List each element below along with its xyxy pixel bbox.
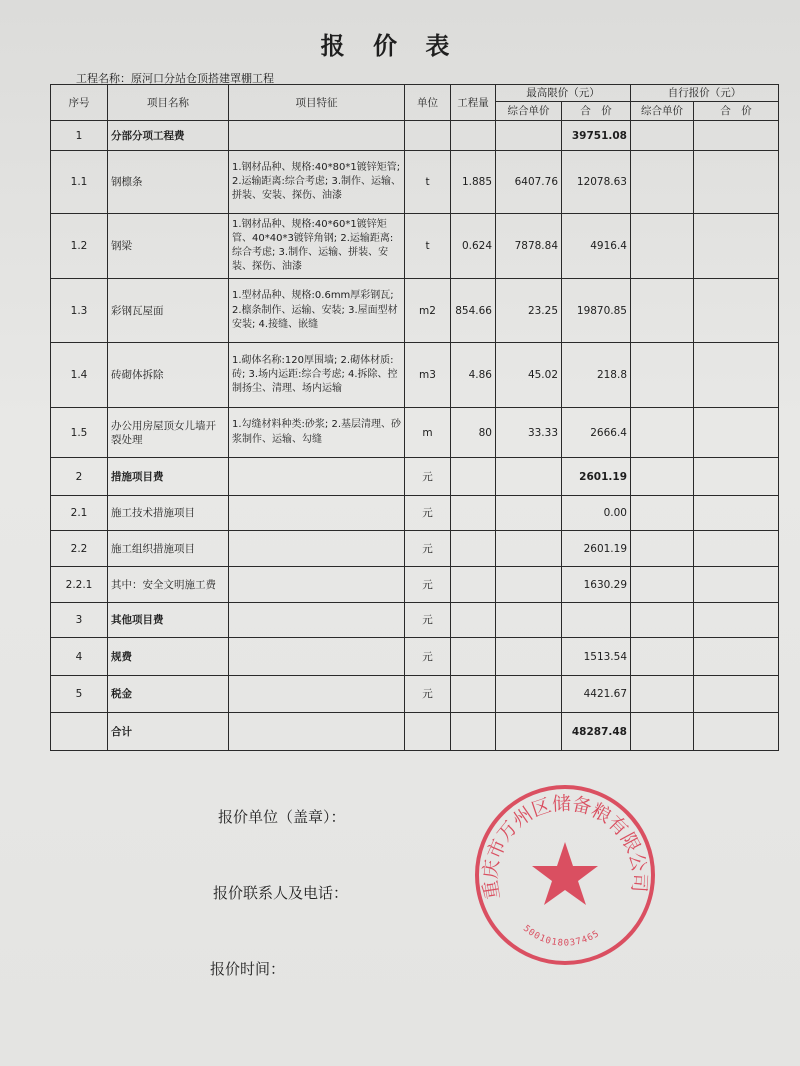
seal-code: 5001018037465	[520, 923, 602, 949]
cell-total: 2666.4	[562, 408, 631, 458]
cell-unit-price	[496, 638, 562, 676]
cell-unit	[405, 121, 451, 151]
cell-feature	[229, 603, 405, 638]
cell-seq: 2.1	[51, 496, 108, 531]
quote-unit-label: 报价单位（盖章）：	[218, 808, 346, 826]
cell-seq: 1.3	[51, 279, 108, 343]
table-row	[51, 496, 779, 531]
cell-unit	[405, 713, 451, 751]
cell-feature: 1.钢材品种、规格:40*80*1镀锌矩管; 2.运输距离:综合考虑; 3.制作、运输、拼装、安装、探伤、油漆	[229, 151, 405, 214]
cell-qty	[451, 676, 496, 713]
cell-unit-price	[496, 603, 562, 638]
cell-self-total	[694, 638, 779, 676]
cell-qty: 854.66	[451, 279, 496, 343]
table-row	[51, 531, 779, 567]
cell-qty: 0.624	[451, 214, 496, 279]
table-row	[51, 151, 779, 214]
cell-self-total	[694, 151, 779, 214]
cell-self-total	[694, 603, 779, 638]
cell-qty	[451, 531, 496, 567]
cell-self-unit-price	[631, 496, 694, 531]
cell-name: 砖砌体拆除	[108, 343, 229, 408]
cell-unit: 元	[405, 603, 451, 638]
cell-self-unit-price	[631, 567, 694, 603]
cell-unit-price: 23.25	[496, 279, 562, 343]
header-max-total: 合 价	[562, 102, 631, 121]
cell-name: 合计	[108, 713, 229, 751]
cell-total: 218.8	[562, 343, 631, 408]
cell-self-unit-price	[631, 713, 694, 751]
cell-unit: 元	[405, 458, 451, 496]
cell-name: 钢梁	[108, 214, 229, 279]
cell-unit-price	[496, 676, 562, 713]
cell-seq: 4	[51, 638, 108, 676]
cell-unit: m3	[405, 343, 451, 408]
cell-unit-price	[496, 496, 562, 531]
cell-feature: 1.砌体名称:120厚围墙; 2.砌体材质:砖; 3.场内运距:综合考虑; 4.拆除、控制扬尘、清理、场内运输	[229, 343, 405, 408]
cell-feature	[229, 496, 405, 531]
cell-qty: 4.86	[451, 343, 496, 408]
table-row	[51, 121, 779, 151]
cell-self-total	[694, 531, 779, 567]
cell-unit-price	[496, 531, 562, 567]
cell-feature	[229, 458, 405, 496]
table-row	[51, 638, 779, 676]
quote-time-label: 报价时间：	[210, 960, 286, 978]
cell-total: 12078.63	[562, 151, 631, 214]
cell-total: 1513.54	[562, 638, 631, 676]
cell-unit: t	[405, 214, 451, 279]
table-row	[51, 279, 779, 343]
cell-unit: 元	[405, 531, 451, 567]
cell-feature	[229, 638, 405, 676]
table-row-total	[51, 713, 779, 751]
cell-qty	[451, 458, 496, 496]
cell-unit: t	[405, 151, 451, 214]
cell-unit-price	[496, 121, 562, 151]
table-row	[51, 214, 779, 279]
cell-total: 4421.67	[562, 676, 631, 713]
cell-self-unit-price	[631, 458, 694, 496]
cell-self-total	[694, 408, 779, 458]
star-icon	[532, 842, 598, 905]
cell-total	[562, 603, 631, 638]
cell-unit: m2	[405, 279, 451, 343]
cell-name: 规费	[108, 638, 229, 676]
cell-qty	[451, 638, 496, 676]
cell-seq: 1.4	[51, 343, 108, 408]
cell-total: 1630.29	[562, 567, 631, 603]
header-max-price: 最高限价（元）	[496, 85, 631, 102]
cell-seq: 2.2.1	[51, 567, 108, 603]
cell-self-unit-price	[631, 214, 694, 279]
cell-feature	[229, 567, 405, 603]
cell-qty	[451, 603, 496, 638]
cell-total: 4916.4	[562, 214, 631, 279]
cell-name: 税金	[108, 676, 229, 713]
cell-qty	[451, 496, 496, 531]
cell-unit: 元	[405, 496, 451, 531]
cell-self-unit-price	[631, 638, 694, 676]
cell-total: 39751.08	[562, 121, 631, 151]
cell-self-total	[694, 121, 779, 151]
cell-unit: 元	[405, 567, 451, 603]
contact-label: 报价联系人及电话：	[213, 884, 349, 902]
cell-seq: 1	[51, 121, 108, 151]
cell-unit-price	[496, 713, 562, 751]
cell-self-unit-price	[631, 151, 694, 214]
cell-self-unit-price	[631, 603, 694, 638]
cell-feature	[229, 676, 405, 713]
cell-qty	[451, 713, 496, 751]
cell-unit: 元	[405, 676, 451, 713]
table-row	[51, 343, 779, 408]
header-self-price: 自行报价（元）	[631, 85, 779, 102]
cell-name: 施工组织措施项目	[108, 531, 229, 567]
cell-qty	[451, 567, 496, 603]
cell-seq: 2	[51, 458, 108, 496]
cell-name: 其中：安全文明施工费	[108, 567, 229, 603]
quotation-table	[50, 84, 779, 751]
cell-seq: 5	[51, 676, 108, 713]
cell-name: 其他项目费	[108, 603, 229, 638]
cell-unit-price: 6407.76	[496, 151, 562, 214]
header-self-unit-price: 综合单价	[631, 102, 694, 121]
cell-unit-price	[496, 458, 562, 496]
cell-self-unit-price	[631, 279, 694, 343]
cell-self-total	[694, 567, 779, 603]
document-title: 报 价 表	[320, 32, 460, 60]
cell-seq: 3	[51, 603, 108, 638]
cell-seq	[51, 713, 108, 751]
cell-self-unit-price	[631, 343, 694, 408]
header-self-total: 合 价	[694, 102, 779, 121]
cell-self-unit-price	[631, 676, 694, 713]
cell-feature: 1.勾缝材料种类:砂浆; 2.基层清理、砂浆制作、运输、勾缝	[229, 408, 405, 458]
header-item-feature: 项目特征	[229, 85, 405, 121]
cell-unit: 元	[405, 638, 451, 676]
header-quantity: 工程量	[451, 85, 496, 121]
cell-feature	[229, 531, 405, 567]
cell-qty: 80	[451, 408, 496, 458]
header-item-name: 项目名称	[108, 85, 229, 121]
cell-name: 措施项目费	[108, 458, 229, 496]
table-row	[51, 603, 779, 638]
seal-text: 重庆市万州区储备粮有限公司	[479, 792, 651, 901]
cell-self-total	[694, 214, 779, 279]
cell-self-total	[694, 676, 779, 713]
cell-seq: 1.2	[51, 214, 108, 279]
cell-name: 分部分项工程费	[108, 121, 229, 151]
cell-unit: m	[405, 408, 451, 458]
header-unit: 单位	[405, 85, 451, 121]
cell-seq: 1.5	[51, 408, 108, 458]
cell-total: 48287.48	[562, 713, 631, 751]
cell-feature	[229, 121, 405, 151]
cell-unit-price: 45.02	[496, 343, 562, 408]
cell-unit-price: 33.33	[496, 408, 562, 458]
cell-name: 钢檩条	[108, 151, 229, 214]
cell-total: 2601.19	[562, 531, 631, 567]
cell-qty: 1.885	[451, 151, 496, 214]
table-row	[51, 458, 779, 496]
cell-feature: 1.钢材品种、规格:40*60*1镀锌矩管、40*40*3镀锌角钢; 2.运输距离:综合考虑; 3.制作、运输、拼装、安装、探伤、油漆	[229, 214, 405, 279]
table-row	[51, 408, 779, 458]
table-row	[51, 676, 779, 713]
cell-name: 彩钢瓦屋面	[108, 279, 229, 343]
cell-self-total	[694, 713, 779, 751]
cell-seq: 1.1	[51, 151, 108, 214]
cell-self-total	[694, 458, 779, 496]
cell-unit-price: 7878.84	[496, 214, 562, 279]
cell-name: 办公用房屋顶女儿墙开裂处理	[108, 408, 229, 458]
cell-total: 0.00	[562, 496, 631, 531]
cell-total: 19870.85	[562, 279, 631, 343]
cell-self-unit-price	[631, 531, 694, 567]
cell-self-total	[694, 279, 779, 343]
header-max-unit-price: 综合单价	[496, 102, 562, 121]
cell-self-unit-price	[631, 408, 694, 458]
company-seal	[470, 780, 660, 970]
table-row	[51, 567, 779, 603]
cell-self-unit-price	[631, 121, 694, 151]
header-seq: 序号	[51, 85, 108, 121]
cell-self-total	[694, 343, 779, 408]
cell-total: 2601.19	[562, 458, 631, 496]
cell-feature	[229, 713, 405, 751]
cell-feature: 1.型材品种、规格:0.6mm厚彩钢瓦; 2.檩条制作、运输、安装; 3.屋面型材安装; 4.接缝、嵌缝	[229, 279, 405, 343]
cell-unit-price	[496, 567, 562, 603]
cell-self-total	[694, 496, 779, 531]
cell-seq: 2.2	[51, 531, 108, 567]
cell-qty	[451, 121, 496, 151]
project-name: 工程名称：原河口分站仓顶搭建罩棚工程	[76, 72, 274, 85]
cell-name: 施工技术措施项目	[108, 496, 229, 531]
